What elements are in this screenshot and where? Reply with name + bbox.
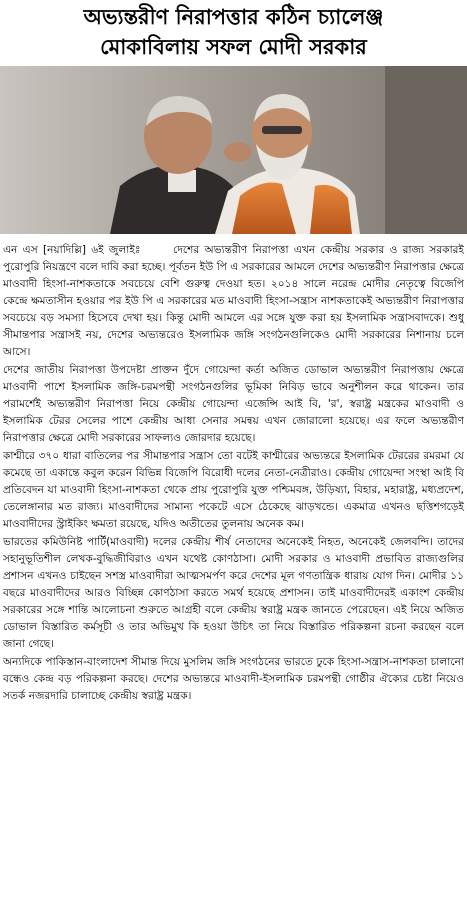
article-paragraph-2: দেশের জাতীয় নিরাপত্তা উপদেষ্টা প্রাক্তন দুঁদে গোয়েন্দা কর্তা অজিত ডোভাল অভ্যন্তরীণ নিরাপত্তায় ক্ষেত্রে মাওবাদী পাশে ইসলামিক জঙ্গি-চরমপন্থী সংগঠনগুলির ভূমিকা নিবিড় ভাবে অনুশীলন করে থাকেন। তার পরামর্শেই অভ্যন্তরীণ নিরাপত্তা নিয়ে কেন্দ্রীয় গোয়েন্দা এজেন্সি আই বি, 'র', স্বরাষ্ট্র মন্ত্রকের মাওবাদী ও ইসলামিক টেরর সেলের পাশে কেন্দ্রীয় আধা সেনার সমন্বয় এখন জোরালো হয়েছে। এর ফলে অভ্যন্তরীণ নিরাপত্তার ক্ষেত্রে মোদী সরকারের সাফল্যও জোরদার হয়েছে।	[3, 364, 464, 444]
article-paragraph-4: ভারতের কমিউনিষ্ট পার্টি(মাওবাদী) দলের কেন্দ্রীয় শীর্ষ নেতাদের অনেকেই নিহত, অনেকেই জেলবন্দি। তাদের সহানুভূতিশীল লেখক-বুদ্ধিজীবিরাও এখন যথেষ্ট কোণঠাসা। মোদী সরকার ও মাওবাদী প্রভাবিত রাজ্যগুলির প্রশাসন এখনও চাইছেন সশস্ত্র মাওবাদীরা আত্মসমর্পণ করে দেশের মূল গণতান্ত্রিক ধারায় যোগ দিন। মোদীর ১১ বছরে মাওবাদীদের আরও বিচ্ছিন্ন কোণঠাসা করতে সমর্থ হয়েছে প্রশাসন। তাই মাওবাদীদেরই একাংশ কেন্দ্রীয় সরকারের সঙ্গে শান্তি আলোচনা শুরুতে আগ্রহী বলে কেন্দ্রীয় স্বরাষ্ট্র মন্ত্রক জানতে পেরেছেন। এই নিয়ে অজিত ডোভাল বিস্তারিত কর্মসূচী ও তার অভিমুখ কি হওয়া উচিৎ তা নিয়ে বিস্তারিত পরিকল্পনা রচনা করছেন বলে জানা গেছে।	[3, 536, 464, 650]
headline	[0, 2, 467, 62]
headline-line-1: অভ্যন্তরীণ নিরাপত্তার কঠিন চ্যালেঞ্জ	[83, 5, 384, 29]
article-body	[3, 242, 464, 706]
article-paragraph-3: কাশ্মীরে ৩৭০ ধারা বাতিলের পর সীমান্তপার সন্ত্রাস তো বটেই কাশ্মীরের অভ্যন্তরে ইসলামিক টেররের রমরমা যে কমেছে তা একান্তে কবুল করেন বিভিন্ন বিজেপি বিরোধী দলের নেতা-নেত্রীরাও। কেন্দ্রীয় গোয়েন্দা সংস্থা আই বি প্রতিবেদন যা মাওবাদী হিংসা-নাশকতা থেকে প্রায় পুরোপুরি যুক্ত পশ্চিমবঙ্গ, উড়িষ্যা, বিহার, মহারাষ্ট্র, মধ্যপ্রদেশ, তেলেঙ্গানার মত রাজ্য। মাওবাদীদের সামান্য পকেটে এসে ঠেকেছে ঝাড়খন্ডে। একমাত্র এখনও ছত্তিশগড়েই মাওবাদীদের স্ট্রাইকিং ক্ষমতা রয়েছে, যদিও অতীতের তুলনায় অনেক কম।	[3, 450, 464, 530]
news-photo	[0, 66, 467, 234]
dateline: এন এস [নয়াদিল্লি] ৬ই জুলাইঃ	[3, 244, 141, 256]
background-banner	[385, 66, 467, 234]
article-paragraph-1	[3, 242, 464, 361]
paragraph-text: দেশের অভ্যন্তরীণ নিরাপত্তা এখন কেন্দ্রীয় সরকার ও রাজ্য সরকারই পুরোপুরি নিয়ন্ত্রণে বলে দাবি করা হচ্ছে। পূর্বতন ইউ পি এ সরকারের আমলে দেশের অভ্যন্তরীণ নিরাপত্তার ক্ষেত্রে মাওবাদী হিংসা-নাশকতাকে সবচেয়ে বেশি গুরুত্ব দেওয়া হত। ২০১৪ সালে নরেন্দ্র মোদীর নেতৃত্বে বিজেপি কেন্দ্রে ক্ষমতাসীন হওয়ার পর ইউ পি এ সরকারের মত মাওবাদী হিংসা-সন্ত্রাস নাশকতাকেই অভ্যন্তরীণ নিরাপত্তার সবচেয়ে বড় সমস্যা হিসেবে দেখা হয়। কিন্তু মোদী আমলে এর সঙ্গে যুক্ত করা হয় ইসলামিক সন্ত্রাসবাদকে। শুধু সীমান্তপার সন্ত্রাসই নয়, দেশের অভ্যন্তরেও ইসলামিক জঙ্গি সংগঠনগুলিকেও মোদী সরকারের নিশানায় চলে আসে।	[3, 244, 465, 358]
headline-line-2: মোকাবিলায় সফল মোদী সরকার	[100, 35, 367, 59]
right-person-glasses	[262, 126, 302, 134]
article-paragraph-5: অন্যদিকে পাকিস্তান-বাংলাদেশ সীমান্ত দিয়ে মুসলিম জঙ্গি সংগঠনের ভারতে ঢুকে হিংসা-সন্ত্রাস-নাশকতা চালানো বন্ধেও কেন্দ্র বড় পরিকল্পনা করছে। দেশের অভ্যন্তরে মাওবাদী-ইসলামিক চরমপন্থী গোষ্ঠীর ঐক্যের চেষ্টা নিয়েও সতর্ক নজরদারি চালাচ্ছে কেন্দ্রীয় স্বরাষ্ট্র মন্ত্রক।	[3, 656, 464, 702]
hand	[224, 142, 252, 162]
